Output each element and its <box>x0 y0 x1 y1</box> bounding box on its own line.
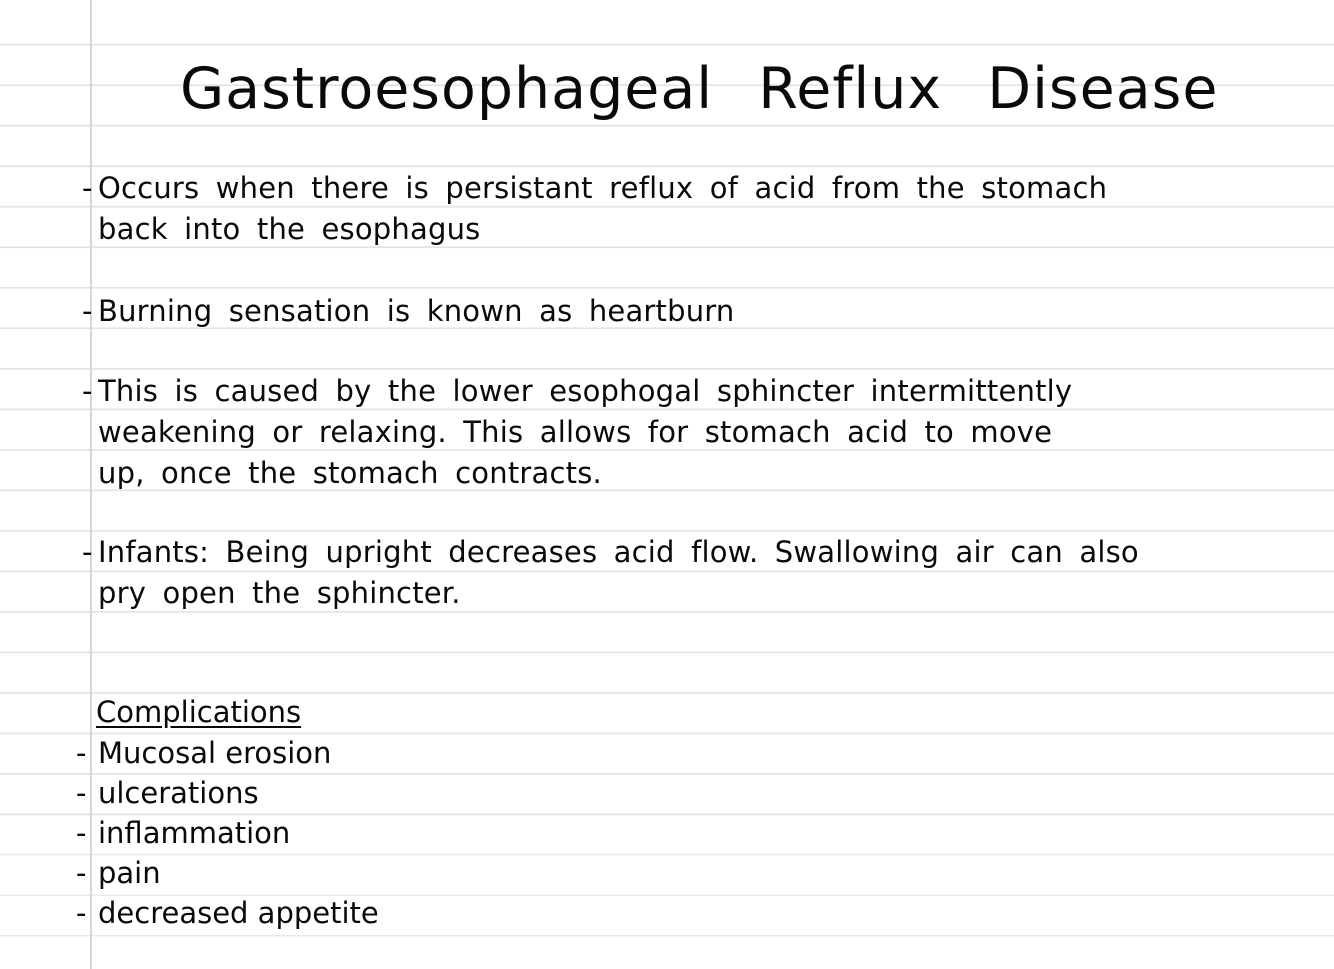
list-item-label: decreased appetite <box>98 896 379 930</box>
note-occurs <box>82 168 1272 250</box>
bullet-dash: - <box>76 736 87 770</box>
complications-list <box>76 733 379 933</box>
list-item-label: ulcerations <box>98 776 259 810</box>
bullet-dash: - <box>76 816 87 850</box>
bullet-dash: - <box>82 294 93 328</box>
note-line: pry open the sphincter. <box>98 576 461 610</box>
note-heartburn <box>82 291 1272 332</box>
list-item <box>76 773 379 813</box>
list-item-label: pain <box>98 856 161 890</box>
bullet-dash: - <box>76 856 87 890</box>
list-item-label: inflammation <box>98 816 291 850</box>
list-item-label: Mucosal erosion <box>98 736 332 770</box>
bullet-dash: - <box>82 171 93 205</box>
list-item <box>76 853 379 893</box>
list-item <box>76 733 379 773</box>
complications-heading: Complications <box>96 695 302 729</box>
list-item <box>76 813 379 853</box>
page-title: Gastroesophageal Reflux Disease <box>180 56 1219 122</box>
bullet-dash: - <box>76 896 87 930</box>
note-line: back into the esophagus <box>98 212 481 246</box>
bullet-dash: - <box>82 374 93 408</box>
note-line: Occurs when there is persistant reflux of acid from the stomach <box>98 171 1108 205</box>
note-line: Infants: Being upright decreases acid flow. Swallowing air can also <box>98 535 1139 569</box>
note-line: weakening or relaxing. This allows for stomach acid to move <box>98 415 1053 449</box>
note-line: This is caused by the lower esophogal sphincter intermittently <box>98 374 1073 408</box>
note-infants <box>82 532 1272 614</box>
note-line: up, once the stomach contracts. <box>98 456 602 490</box>
bullet-dash: - <box>76 776 87 810</box>
list-item <box>76 893 379 933</box>
note-cause <box>82 371 1272 494</box>
note-line: Burning sensation is known as heartburn <box>98 294 735 328</box>
bullet-dash: - <box>82 535 93 569</box>
